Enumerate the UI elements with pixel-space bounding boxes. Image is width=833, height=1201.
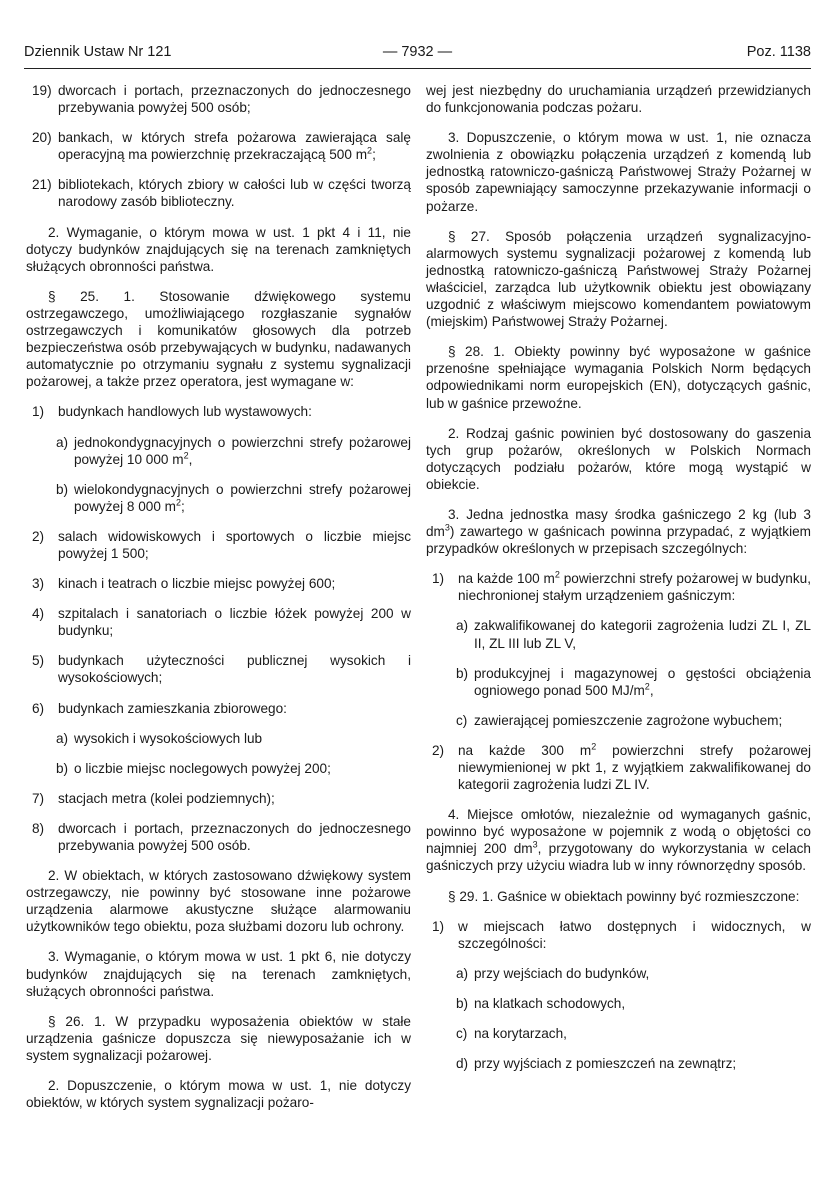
section-27: § 27. Sposób połączenia urządzeń sygnalizacyjno-alarmowych systemu sygnalizacji pożarowej z komendą lub jednostką ratowniczo-gaśniczą Państwowej Straży Pożarnej właściciel, zarządca lub użytkownik obiektu jest obowiązany uzgodnić z właściwym miejscowo komendantem powiatowym (miejskim) Państwowej Straży Pożarnej. [426,228,811,330]
paragraph: 3. Wymaganie, o którym mowa w ust. 1 pkt 6, nie dotyczy budynków znajdujących się na terenach zamkniętych, służących obronności państwa. [26,949,411,999]
paragraph: 4. Miejsce omłotów, niezależnie od wymaganych gaśnic, powinno być wyposażone w pojemnik z wodą o objętości co najmniej 200 $dm^3$, przygotowany do wykorzystania w celach gaśniczych przy użyciu wiadra lub w inny równorzędny sposób. [426,807,811,874]
paragraph: 2. W obiektach, w których zastosowano dźwiękowy system ostrzegawczy, nie powinny być stosowane inne pożarowe urządzenia alarmowe akustyczne służące alarmowaniu użytkowników tego obiektu, poza służbami dozoru lub ochrony. [26,868,411,935]
sub-item: a) zakwalifikowanej do kategorii zagrożenia ludzi ZL I, ZL II, ZL III lub ZL V, [456,618,811,651]
section-28: § 28. 1. Obiekty powinny być wyposażone w gaśnice przenośne spełniające wymagania Polskich Norm będących odpowiednikami norm europejskich (EN), dotyczących gaśnic, lub w gaśnice przewoźne. [426,344,811,411]
list-item: 1) budynkach handlowych lub wystawowych: [32,404,312,420]
header-rule [24,68,811,69]
sub-item: b) na klatkach schodowych, [456,995,626,1011]
sub-item: b) produkcyjnej i magazynowej o gęstości obciążenia ogniowego ponad 500 $MJ/m^2$, [456,665,811,698]
list-item: 3) kinach i teatrach o liczbie miejsc powyżej 600; [32,576,336,592]
list-item: 5) budynkach użyteczności publicznej wysokich i wysokościowych; [32,653,411,686]
paragraph: 3. Jedna jednostka masy środka gaśniczego 2 kg (lub 3 $dm^3$) zawartego w gaśnicach powinna przypadać, z wyjątkiem przypadków określonych w przepisach szczególnych: [426,506,811,557]
sub-item: b) o liczbie miejsc noclegowych powyżej 200; [56,760,331,776]
journal-title: Dziennik Ustaw Nr 121 [24,44,172,60]
paragraph-continuation: wej jest niezbędny do uruchamiania urządzeń przewidzianych do funkcjonowania podczas pożaru. [426,83,811,116]
page-number: — 7932 — [382,44,453,60]
list-item: 4) szpitalach i sanatoriach o liczbie łóżek powyżej 200 w budynku; [32,606,411,639]
section-29: § 29. 1. Gaśnice w obiektach powinny być rozmieszczone: [448,888,800,904]
right-column [426,82,811,1085]
list-item: 1) na każde 100 $m^2$ powierzchni strefy pożarowej w budynku, niechronionej stałym urządzeniem gaśniczym: [432,569,811,604]
sub-item: b) wielokondygnacyjnych o powierzchni strefy pożarowej powyżej 8 000 $m^2$; [56,481,411,514]
list-item: 1) w miejscach łatwo dostępnych i widocznych, w szczególności: [432,918,811,951]
paragraph: 2. Dopuszczenie, o którym mowa w ust. 1, nie dotyczy obiektów, w których system sygnalizacji pożaro- [26,1078,411,1111]
list-item: 21) bibliotekach, których zbiory w całości lub w części tworzą narodowy zasób biblioteczny. [32,177,411,210]
sub-item: a) jednokondygnacyjnych o powierzchni strefy pożarowej powyżej 10 000 $m^2$, [56,434,411,467]
list-item: 2) salach widowiskowych i sportowych o liczbie miejsc powyżej 1 500; [32,528,411,561]
list-item: 6) budynkach zamieszkania zbiorowego: [32,700,287,716]
paragraph: 3. Dopuszczenie, o którym mowa w ust. 1, nie oznacza zwolnienia z obowiązku połączenia urządzeń z komendą lub jednostką ratowniczo-gaśniczą Państwowej Straży Pożarnej w sposób zapewniający samoczynne przekazywanie informacji o pożarze. [426,130,811,214]
list-item: 8) dworcach i portach, przeznaczonych do jednoczesnego przebywania powyżej 500 osób. [32,820,411,853]
list-item: 19) dworcach i portach, przeznaczonych do jednoczesnego przebywania powyżej 500 osób; [32,83,411,116]
list-item: 2) na każde 300 $m^2$ powierzchni strefy pożarowej niewymienionej w pkt 1, z wyjątkiem zakwalifikowanej do kategorii zagrożenia ludzi ZL IV. [432,741,811,793]
sub-item: a) wysokich i wysokościowych lub [56,730,263,746]
list-item: 20) bankach, w których strefa pożarowa zawierająca salę operacyjną ma powierzchnię przekraczającą 500 $m^2$; [32,130,411,163]
sub-item: a) przy wejściach do budynków, [456,965,650,981]
paragraph: 2. Wymaganie, o którym mowa w ust. 1 pkt 4 i 11, nie dotyczy budynków znajdujących się na terenach zamkniętych służących obronności państwa. [26,224,411,274]
section-26: § 26. 1. W przypadku wyposażenia obiektów w stałe urządzenia gaśnicze dopuszcza się niewyposażanie ich w system sygnalizacji pożarowej. [26,1013,411,1063]
sub-item: d) przy wyjściach z pomieszczeń na zewnątrz; [456,1056,737,1072]
page-header [24,44,811,66]
list-item: 7) stacjach metra (kolei podziemnych); [32,790,275,806]
paragraph: 2. Rodzaj gaśnic powinien być dostosowany do gaszenia tych grup pożarów, określonych w Polskich Normach dotyczących podziału pożarów, które mogą wystąpić w obiekcie. [426,425,811,492]
left-column [26,82,411,1124]
section-25: § 25. 1. Stosowanie dźwiękowego systemu ostrzegawczego, umożliwiającego rozgłaszanie sygnałów ostrzegawczych i komunikatów głosowych dla potrzeb bezpieczeństwa osób przebywających w budynku, nadawanych automatycznie po otrzymaniu sygnału z systemu sygnalizacji pożarowej, a także przez operatora, jest wymagane w: [26,288,411,390]
sub-item: c) zawierającej pomieszczenie zagrożone wybuchem; [456,712,783,728]
sub-item: c) na korytarzach, [456,1026,567,1042]
position-number: Poz. 1138 [746,44,811,60]
